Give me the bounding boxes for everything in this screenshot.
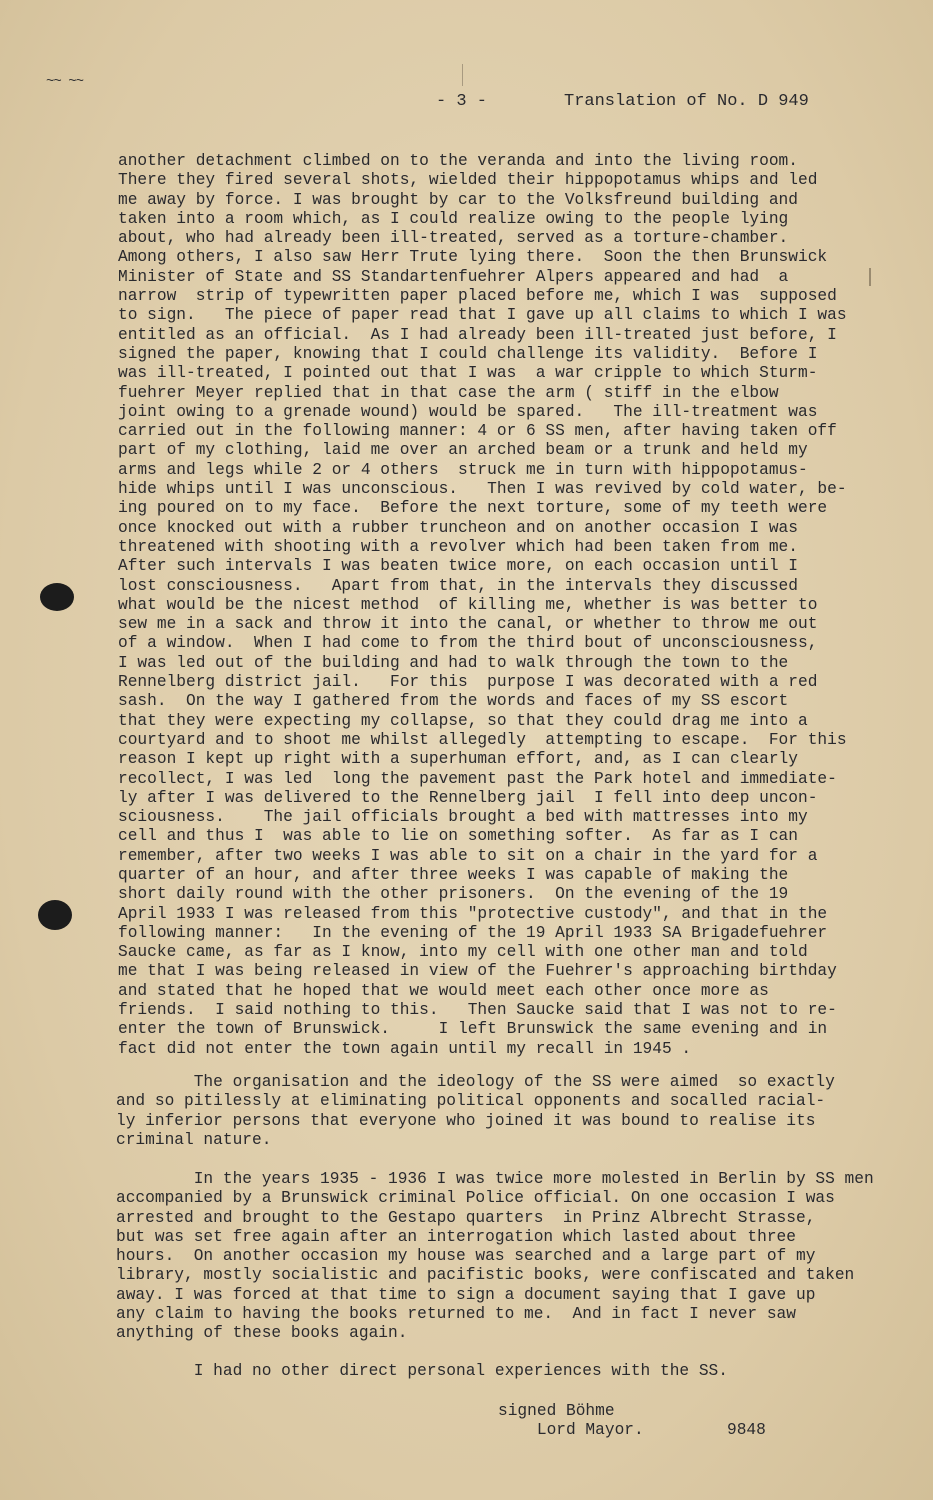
punch-hole-icon: [38, 900, 72, 930]
paragraph-3: [116, 1170, 874, 1344]
text-line: I had no other direct personal experiences with the SS.: [116, 1362, 728, 1380]
text-line: Minister of State and SS Standartenfuehrer Alpers appeared and had a: [118, 267, 789, 286]
text-line: carried out in the following manner: 4 or 6 SS men, after having taken off: [118, 422, 837, 441]
text-line: Among others, I also saw Herr Trute lying there. Soon the then Brunswick: [118, 248, 828, 267]
text-line: entitled as an official. As I had already been ill-treated just before, I: [118, 325, 837, 344]
text-line: joint owing to a grenade wound) would be spared. The ill-treatment was: [118, 402, 818, 421]
text-line: part of my clothing, laid me over an arched beam or a trunk and held my: [118, 441, 808, 460]
text-line: signed the paper, knowing that I could challenge its validity. Before I: [118, 344, 818, 363]
text-line: me that I was being released in view of the Fuehrer's approaching birthday: [118, 962, 837, 981]
text-line: lost consciousness. Apart from that, in the intervals they discussed: [118, 576, 798, 595]
text-line: I was led out of the building and had to walk through the town to the: [118, 653, 789, 672]
text-line: Rennelberg district jail. For this purpose I was decorated with a red: [118, 673, 818, 692]
text-line: away. I was forced at that time to sign a document saying that I gave up: [116, 1285, 816, 1304]
document-number: 9848: [727, 1421, 766, 1439]
text-line: enter the town of Brunswick. I left Brunswick the same evening and in: [118, 1020, 828, 1039]
text-line: about, who had already been ill-treated, served as a torture-chamber.: [118, 229, 789, 248]
text-line: fact did not enter the town again until my recall in 1945 .: [118, 1039, 692, 1058]
text-line: anything of these books again.: [116, 1324, 408, 1343]
text-line: short daily round with the other prisoners. On the evening of the 19: [118, 885, 789, 904]
text-line: sciousness. The jail officials brought a bed with mattresses into my: [118, 808, 808, 827]
text-line: Saucke came, as far as I know, into my cell with one other man and told: [118, 943, 808, 962]
text-line: once knocked out with a rubber truncheon and on another occasion I was: [118, 518, 798, 537]
text-line: me away by force. I was brought by car to the Volksfreund building and: [118, 190, 798, 209]
text-line: any claim to having the books returned to me. And in fact I never saw: [116, 1305, 796, 1324]
text-line: ly inferior persons that everyone who joined it was bound to realise its: [116, 1111, 816, 1130]
text-line: quarter of an hour, and after three weeks I was capable of making the: [118, 865, 789, 884]
text-line: of a window. When I had come to from the third bout of unconsciousness,: [118, 634, 818, 653]
text-line: friends. I said nothing to this. Then Saucke said that I was not to re-: [118, 1001, 837, 1020]
signature-block: [498, 1402, 644, 1440]
text-line: ly after I was delivered to the Rennelberg jail I fell into deep uncon-: [118, 788, 818, 807]
text-line: ing poured on to my face. Before the next torture, some of my teeth were: [118, 499, 828, 518]
text-line: sew me in a sack and throw it into the canal, or whether to throw me out: [118, 615, 818, 634]
text-line: In the years 1935 - 1936 I was twice more molested in Berlin by SS men: [116, 1170, 874, 1188]
paragraph-4: [116, 1362, 856, 1381]
text-line: April 1933 I was released from this "protective custody", and that in the: [118, 904, 828, 923]
text-line: recollect, I was led long the pavement past the Park hotel and immediate-: [118, 769, 837, 788]
document-reference: Translation of No. D 949: [564, 92, 809, 111]
text-line: arrested and brought to the Gestapo quarters in Prinz Albrecht Strasse,: [116, 1208, 816, 1227]
text-line: criminal nature.: [116, 1130, 272, 1149]
text-line: library, mostly socialistic and pacifistic books, were confiscated and taken: [116, 1266, 855, 1285]
text-line: reason I kept up right with a superhuman effort, and, as I can clearly: [118, 750, 798, 769]
text-line: remember, after two weeks I was able to sit on a chair in the yard for a: [118, 846, 818, 865]
text-line: what would be the nicest method of killing me, whether is was better to: [118, 595, 818, 614]
text-line: that they were expecting my collapse, so that they could drag me into a: [118, 711, 808, 730]
fold-mark: [462, 64, 463, 86]
paragraph-2: [116, 1073, 856, 1150]
text-line: narrow strip of typewritten paper placed before me, which I was supposed: [118, 287, 837, 306]
text-line: The organisation and the ideology of the SS were aimed so exactly: [116, 1073, 835, 1091]
text-line: another detachment climbed on to the veranda and into the living room.: [118, 152, 798, 170]
text-line: sash. On the way I gathered from the words and faces of my SS escort: [118, 692, 789, 711]
text-line: Lord Mayor.: [498, 1421, 644, 1439]
text-line: After such intervals I was beaten twice more, on each occasion until I: [118, 557, 798, 576]
text-line: hours. On another occasion my house was searched and a large part of my: [116, 1247, 816, 1266]
margin-mark: [869, 268, 871, 286]
paragraph-1: [118, 152, 858, 1059]
text-line: There they fired several shots, wielded their hippopotamus whips and led: [118, 171, 818, 190]
text-line: courtyard and to shoot me whilst allegedly attempting to escape. For this: [118, 730, 847, 749]
text-line: and stated that he hoped that we would meet each other once more as: [118, 981, 769, 1000]
text-line: to sign. The piece of paper read that I gave up all claims to which I was: [118, 306, 847, 325]
text-line: hide whips until I was unconscious. Then I was revived by cold water, be-: [118, 480, 847, 499]
text-line: arms and legs while 2 or 4 others struck me in turn with hippopotamus-: [118, 460, 808, 479]
text-line: following manner: In the evening of the 19 April 1933 SA Brigadefuehrer: [118, 923, 828, 942]
text-line: accompanied by a Brunswick criminal Police official. On one occasion I was: [116, 1189, 835, 1208]
text-line: threatened with shooting with a revolver which had been taken from me.: [118, 537, 798, 556]
text-line: fuehrer Meyer replied that in that case the arm ( stiff in the elbow: [118, 383, 779, 402]
punch-hole-icon: [40, 583, 74, 611]
text-line: and so pitilessly at eliminating political opponents and socalled racial-: [116, 1092, 826, 1111]
text-line: signed Böhme: [498, 1402, 615, 1420]
text-line: cell and thus I was able to lie on something softer. As far as I can: [118, 827, 798, 846]
corner-mark: ~~ ~~: [46, 74, 84, 90]
page-number: - 3 -: [436, 92, 488, 111]
text-line: taken into a room which, as I could realize owing to the people lying: [118, 209, 789, 228]
text-line: but was set free again after an interrogation which lasted about three: [116, 1227, 796, 1246]
text-line: was ill-treated, I pointed out that I was a war cripple to which Sturm-: [118, 364, 818, 383]
